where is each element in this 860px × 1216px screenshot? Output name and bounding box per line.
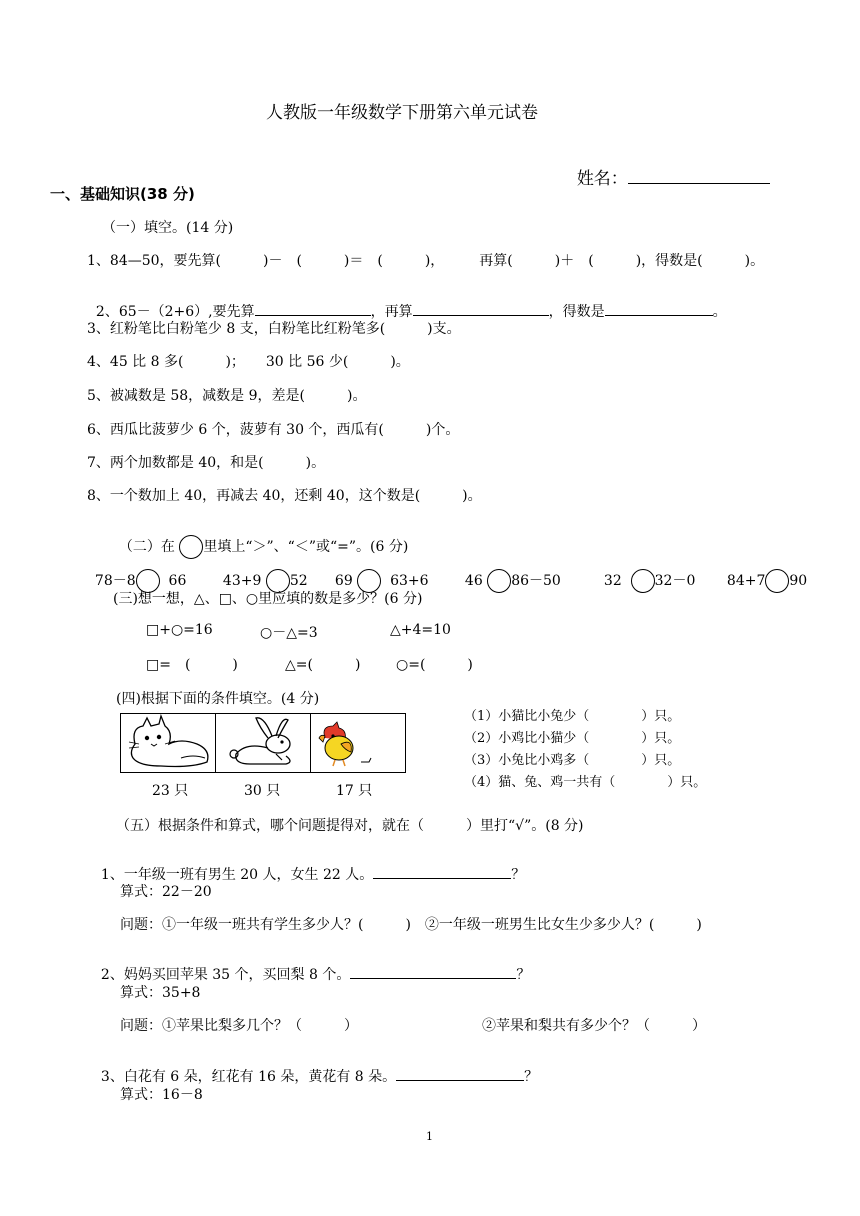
question-mark: ？: [524, 1069, 539, 1085]
answer-blank[interactable]: [605, 301, 713, 316]
animal-question-2: （2）小鸡比小猫少（ ）只。: [464, 731, 681, 746]
rabbit-cell: [216, 714, 311, 772]
question-5: 5、被减数是 58，减数是 9，差是( )。: [87, 388, 367, 404]
answer-blank[interactable]: [413, 301, 549, 316]
answer-3: ○=( ): [396, 657, 473, 673]
problem-3-stem: [92, 1050, 538, 1086]
answer-blank[interactable]: [255, 301, 371, 316]
problem-1-questions: 问题：①一年级一班共有学生多少人？( ) ②一年级一班男生比女生少多少人？( ): [120, 917, 702, 933]
compare-right: 63+6: [390, 573, 429, 589]
compare-right: 66: [168, 573, 187, 589]
compare-item-5: [595, 553, 695, 593]
question-1: 1、84—50，要先算( )－ ( )＝ ( )， 再算( )＋ ( )，得数是( )。: [87, 253, 765, 269]
part5-heading: （五）根据条件和算式，哪个问题提得对，就在（ ）里打“√”。(8 分): [116, 818, 584, 834]
answer-blank[interactable]: [396, 1066, 524, 1081]
compare-right: 86－50: [511, 573, 561, 589]
page-title: 人教版一年级数学下册第六单元试卷: [266, 103, 538, 123]
compare-item-6: [718, 553, 807, 593]
cat-cell: [121, 714, 216, 772]
answer-1: □= ( ): [146, 657, 238, 673]
compare-right: 52: [289, 573, 308, 589]
problem-2-question-2: ②苹果和梨共有多少个？（ ）: [482, 1018, 706, 1034]
answer-blank[interactable]: [350, 964, 516, 979]
q2-part-a: 2、65－（2+6）,要先算: [95, 304, 255, 320]
animal-question-1: （1）小猫比小兔少（ ）只。: [464, 709, 681, 724]
answer-blank[interactable]: [373, 864, 511, 879]
compare-item-1: [86, 553, 186, 593]
compare-item-2: [214, 553, 308, 593]
animal-question-4: （4）猫、兔、鸡一共有（ ）只。: [464, 775, 707, 790]
equation-3: △+4=10: [390, 622, 451, 638]
answer-2: △=( ): [285, 657, 361, 673]
compare-left: 78－8: [94, 573, 136, 589]
compare-item-3: [326, 553, 429, 593]
name-field[interactable]: [566, 144, 770, 189]
problem-text: 2、妈妈买回苹果 35 个，买回梨 8 个。: [100, 967, 351, 983]
problem-text: 3、白花有 6 朵，红花有 16 朵，黄花有 8 朵。: [100, 1069, 397, 1085]
compare-left: 69: [334, 573, 353, 589]
page-number: 1: [426, 1130, 433, 1143]
part2-heading-b: 里填上“＞”、“＜”或“=”。(6 分): [203, 539, 409, 555]
compare-right: 32－0: [654, 573, 696, 589]
question-mark: ？: [516, 967, 531, 983]
problem-text: 1、一年级一班有男生 20 人，女生 22 人。: [100, 867, 374, 883]
cat-count: 23 只: [152, 783, 189, 799]
problem-3-formula: 算式：16－8: [120, 1087, 203, 1103]
question-4: 4、45 比 8 多( )； 30 比 56 少( )。: [87, 354, 410, 370]
animal-picture-table: [120, 713, 406, 773]
question-3: 3、红粉笔比白粉笔少 8 支，白粉笔比红粉笔多( )支。: [87, 321, 461, 337]
compare-left: 43+9: [222, 573, 262, 589]
chick-icon: [311, 714, 405, 770]
question-8: 8、一个数加上 40，再减去 40，还剩 40，这个数是( )。: [87, 488, 482, 504]
compare-item-4: [456, 553, 561, 593]
problem-1-stem: [92, 848, 525, 884]
compare-circle[interactable]: [765, 569, 789, 593]
rabbit-count: 30 只: [244, 783, 281, 799]
chick-cell: [311, 714, 405, 772]
part1-heading: （一）填空。(14 分): [102, 220, 234, 236]
problem-2-stem: [92, 948, 530, 984]
question-2: [87, 285, 727, 321]
part3-heading: (三)想一想，△、□、○里应填的数是多少？(6 分): [113, 591, 423, 607]
animal-question-3: （3）小兔比小鸡多（ ）只。: [464, 753, 681, 768]
section-heading: 一、基础知识(38 分): [50, 185, 195, 203]
equation-1: □+○=16: [146, 622, 213, 638]
problem-1-formula: 算式：22－20: [120, 884, 212, 900]
question-6: 6、西瓜比菠萝少 6 个，菠萝有 30 个，西瓜有( )个。: [87, 422, 460, 438]
q2-part-d: 。: [712, 304, 727, 320]
part2-heading-a: （二）在: [118, 539, 175, 555]
q2-part-b: ，再算: [370, 304, 413, 320]
chick-count: 17 只: [336, 783, 373, 799]
compare-left: 32: [603, 573, 622, 589]
compare-circle[interactable]: [487, 569, 511, 593]
q2-part-c: ，得数是: [548, 304, 605, 320]
compare-right: 90: [789, 573, 808, 589]
problem-2-formula: 算式：35+8: [120, 985, 201, 1001]
cat-icon: [121, 714, 215, 770]
question-mark: ？: [511, 867, 526, 883]
question-7: 7、两个加数都是 40，和是( )。: [87, 455, 326, 471]
equation-2: ○－△=3: [260, 625, 318, 641]
compare-left: 46: [464, 573, 483, 589]
compare-left: 84+7: [726, 573, 766, 589]
compare-circle[interactable]: [631, 569, 655, 593]
rabbit-icon: [216, 714, 310, 770]
name-blank[interactable]: [628, 169, 770, 184]
name-label: 姓名：: [576, 169, 628, 189]
part4-heading: (四)根据下面的条件填空。(4 分): [116, 691, 320, 707]
problem-2-question-1: 问题：①苹果比梨多几个？（ ）: [120, 1018, 358, 1034]
